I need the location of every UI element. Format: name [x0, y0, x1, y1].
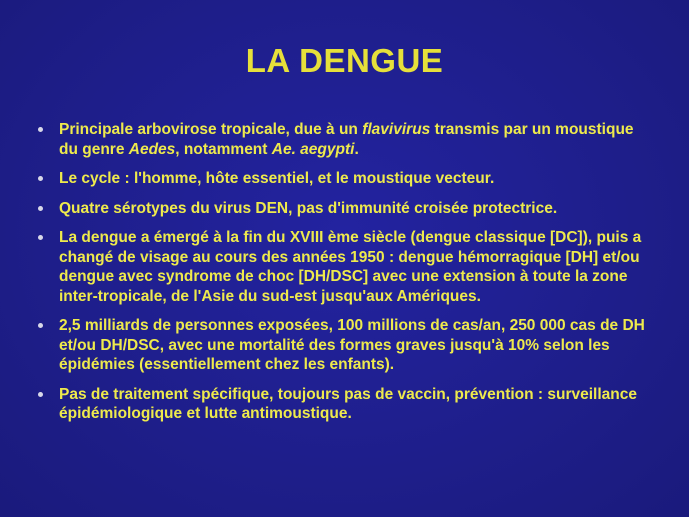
bullet-item [36, 199, 656, 219]
bullet-dot-icon [38, 127, 43, 132]
bullet-dot-icon [38, 235, 43, 240]
slide-title: LA DENGUE [245, 42, 444, 79]
bullet-list [36, 120, 656, 434]
bullet-dot-icon [38, 323, 43, 328]
bullet-text: Principale arbovirose tropicale, due à un flavivirus transmis par un moustique du genre Aedes, notamment Ae. aegypti. [59, 121, 634, 158]
bullet-item [36, 228, 656, 306]
bullet-item [36, 385, 656, 424]
bullet-dot-icon [38, 392, 43, 397]
bullet-dot-icon [38, 206, 43, 211]
bullet-item [36, 120, 656, 159]
bullet-text: Pas de traitement spécifique, toujours pas de vaccin, prévention : surveillance épidémiologique et lutte antimoustique. [59, 385, 637, 422]
bullet-dot-icon [38, 176, 43, 181]
bullet-text: Quatre sérotypes du virus DEN, pas d'immunité croisée protectrice. [59, 199, 558, 217]
bullet-item [36, 169, 656, 189]
bullet-text: 2,5 milliards de personnes exposées, 100 millions de cas/an, 250 000 cas de DH et/ou DH/DSC, avec une mortalité des formes graves jusqu'à 10% selon les épidémies (essentiellement chez les enfants). [59, 317, 645, 373]
bullet-item [36, 316, 656, 375]
bullet-text: Le cycle : l'homme, hôte essentiel, et le moustique vecteur. [59, 170, 495, 187]
bullet-text: La dengue a émergé à la fin du XVIII ème siècle (dengue classique [DC]), puis a changé de visage au cours des années 1950 : dengue hémorragique [DH] et/ou dengue avec syndrome de choc [DH/DSC] avec une extension à toute la zone inter-tropicale, de l'Asie du sud-est jusqu'aux Amériques. [59, 229, 642, 305]
